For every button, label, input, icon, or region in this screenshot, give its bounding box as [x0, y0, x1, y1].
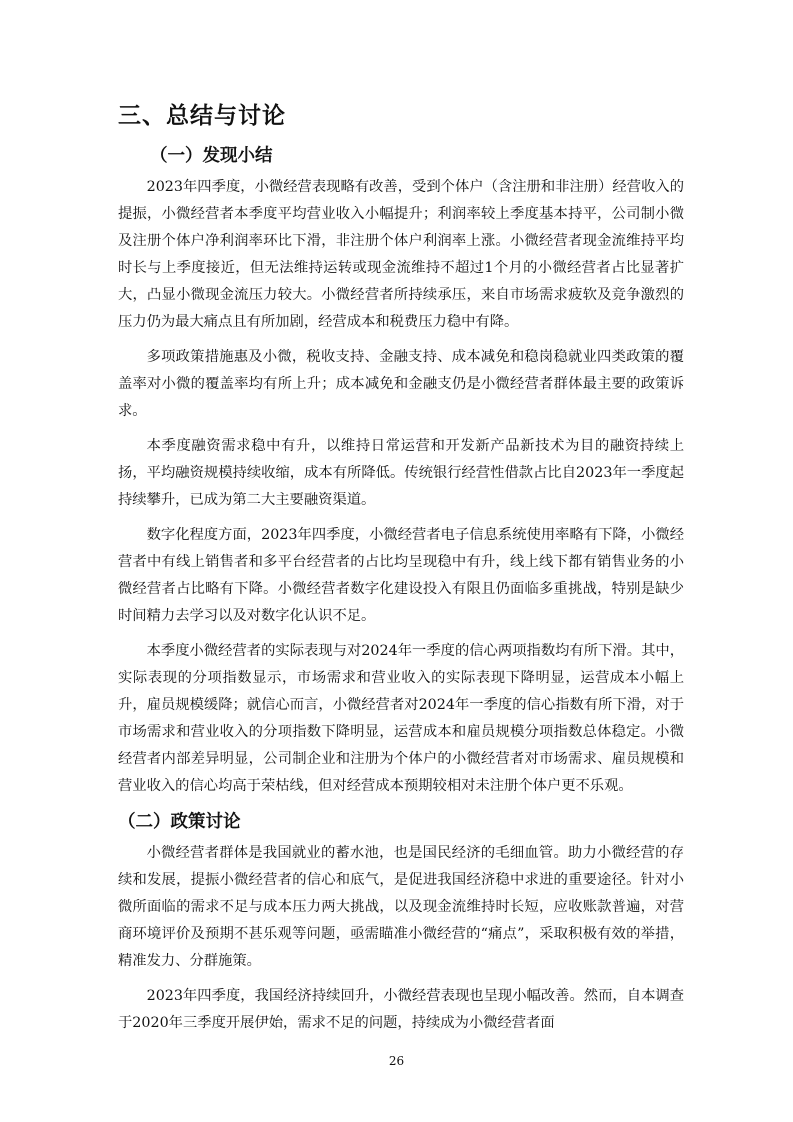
paragraph: 2023年四季度，我国经济持续回升，小微经营表现也呈现小幅改善。然而，自本调查于2020年三季度开展伊始，需求不足的问题，持续成为小微经营者面 — [118, 988, 684, 1031]
paragraph: 多项政策措施惠及小微，税收支持、金融支持、成本减免和稳岗稳就业四类政策的覆盖率对小微的覆盖率均有所上升；成本减免和金融支仍是小微经营者群体最主要的政策诉求。 — [118, 349, 684, 419]
paragraph: 本季度小微经营者的实际表现与对2024年一季度的信心两项指数均有所下滑。其中，实际表现的分项指数显示，市场需求和营业收入的实际表现下降明显，运营成本小幅上升，雇员规模缓降；就信心而言，小微经营者对2024年一季度的信心指数有所下滑，对于市场需求和营业收入的分项指数下降明显，运营成本和雇员规模分项指数总体稳定。小微经营者内部差异明显，公司制企业和注册为个体户的小微经营者对市场需求、雇员规模和营业收入的信心均高于荣枯线，但对经营成本预期较相对未注册个体户更不乐观。 — [118, 643, 684, 794]
paragraph: 本季度融资需求稳中有升，以维持日常运营和开发新产品新技术为目的融资持续上扬，平均融资规模持续收缩，成本有所降低。传统银行经营性借款占比自2023年一季度起持续攀升，已成为第二大主要融资渠道。 — [118, 438, 684, 508]
section-title: 三、总结与讨论 — [118, 103, 286, 129]
page-number: 26 — [388, 1054, 405, 1068]
subsection-title-findings: （一）发现小结 — [150, 146, 273, 166]
subsection-title-policy: （二）政策讨论 — [118, 812, 241, 832]
paragraph: 小微经营者群体是我国就业的蓄水池，也是国民经济的毛细血管。助力小微经营的存续和发展，提振小微经营者的信心和底气，是促进我国经济稳中求进的重要途径。针对小微所面临的需求不足与成本压力两大挑战，以及现金流维持时长短，应收账款普遍，对营商环境评价及预期不甚乐观等问题，亟需瞄准小微经营的“痛点”，采取积极有效的举措，精准发力、分群施策。 — [118, 845, 684, 969]
paragraph: 数字化程度方面，2023年四季度，小微经营者电子信息系统使用率略有下降，小微经营者中有线上销售者和多平台经营者的占比均呈现稳中有升，线上线下都有销售业务的小微经营者占比略有下降。小微经营者数字化建设投入有限且仍面临多重挑战，特别是缺少时间精力去学习以及对数字化认识不足。 — [118, 527, 684, 624]
page-content — [118, 100, 684, 1045]
paragraph: 2023年四季度，小微经营表现略有改善，受到个体户（含注册和非注册）经营收入的提振，小微经营者本季度平均营业收入小幅提升；利润率较上季度基本持平，公司制小微及注册个体户净利润率环比下滑，非注册个体户利润率上涨。小微经营者现金流维持平均时长与上季度接近，但无法维持运转或现金流维持不超过1个月的小微经营者占比显著扩大，凸显小微现金流压力较大。小微经营者所持续承压，来自市场需求疲软及竞争激烈的压力仍为最大痛点且有所加剧，经营成本和税费压力稳中有降。 — [118, 179, 684, 330]
